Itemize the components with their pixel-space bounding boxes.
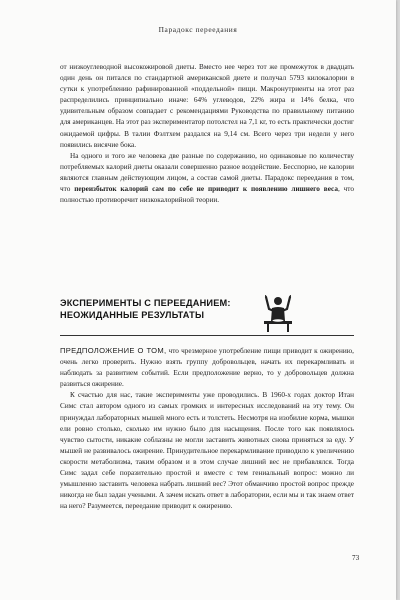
paragraph-2 [60,151,354,206]
paragraph-3-rest: что чрезмерное употребление пищи приводит к ожирению, очень легко проверить. Нужно взять группу добровольцев, начать их перекармливать и наблюдать за развитием событий. Если предположение верно, то у добровольцев должна развиться ожирение. [60,347,354,389]
paragraph-2-start: На одного и того же человека две разные по содержанию, но одинаковые по количеству потребляемых калорий диеты оказали совершенно разное воздействие. Бесспорно, не калории являются главным действующим лицом, а состав самой диеты. Парадокс переедания в том, что [60,151,354,194]
text-block-bottom [60,345,354,512]
paragraph-3 [60,345,354,390]
paragraph-3-caps: ПРЕДПОЛОЖЕНИЕ О ТОМ, [60,346,167,355]
paragraph-1: от низкоуглеводной высокожировой диеты. Вместо нее через тот же промежуток в двадцать один день он питался по стандартной американской диете и получал 5793 килокалории в сутки к употреблению рафинированной «поддельной» пищи. Макронутриенты на этот раз распределились принципиально иначе: 64% углеводов, 22% жира и 14% белка, что удивительным образом совпадает с рекомендациями Руководства по правильному питанию для американцев. На этот раз экспериментатор потолстел на 7,1 кг, то есть практически достиг ожидаемой цифры. В талии Фэлтхем раздался на 9,14 см. Всего через три недели у него появились висячие бока. [60,63,354,149]
running-header: Парадокс переедания [158,25,238,34]
section-divider [60,335,354,336]
paragraph-2-end: , что полностью противоречит низкокалорийной теории. [60,185,354,205]
section-title: ЭКСПЕРИМЕНТЫ С ПЕРЕЕДАНИЕМ: НЕОЖИДАННЫЕ РЕЗУЛЬТАТЫ [60,298,231,320]
overeating-person-icon [262,295,294,333]
section-heading-block [60,297,354,339]
paragraph-4: К счастью для нас, такие эксперименты уже проводились. В 1960-х годах доктор Итан Симс стал автором одного из самых громких и интересных исследований на эту тему. Он принуждал лабораторных мышей много есть и толстеть. Несмотря на изобилие корма, мышки ели ровно столько, сколько им нужно было для насыщения. После того как появлялось чувство сытости, никакие соблазны не могли заставить животных снова приняться за еду. У мышей не развивалось ожирение. Принудительное перекармливание приводило к увеличению скорости метаболизма, таким образом и в этом случае лишний вес не прибавлялся. Тогда Симс задал себе поразительно простой и вместе с тем гениальный вопрос: можно ли умышленно заставить человека набрать лишний вес? Этот обманчиво простой вопрос прежде никогда не был задан учеными. А зачем искать ответ в лаборатории, если мы и так знаем ответ на него? Разумеется, переедание приводит к ожирению. [60,391,354,511]
text-block-top [60,62,354,206]
paragraph-2-bold: переизбыток калорий сам по себе не приводит к появлению лишнего веса [74,185,338,194]
page-number: 73 [352,554,360,562]
